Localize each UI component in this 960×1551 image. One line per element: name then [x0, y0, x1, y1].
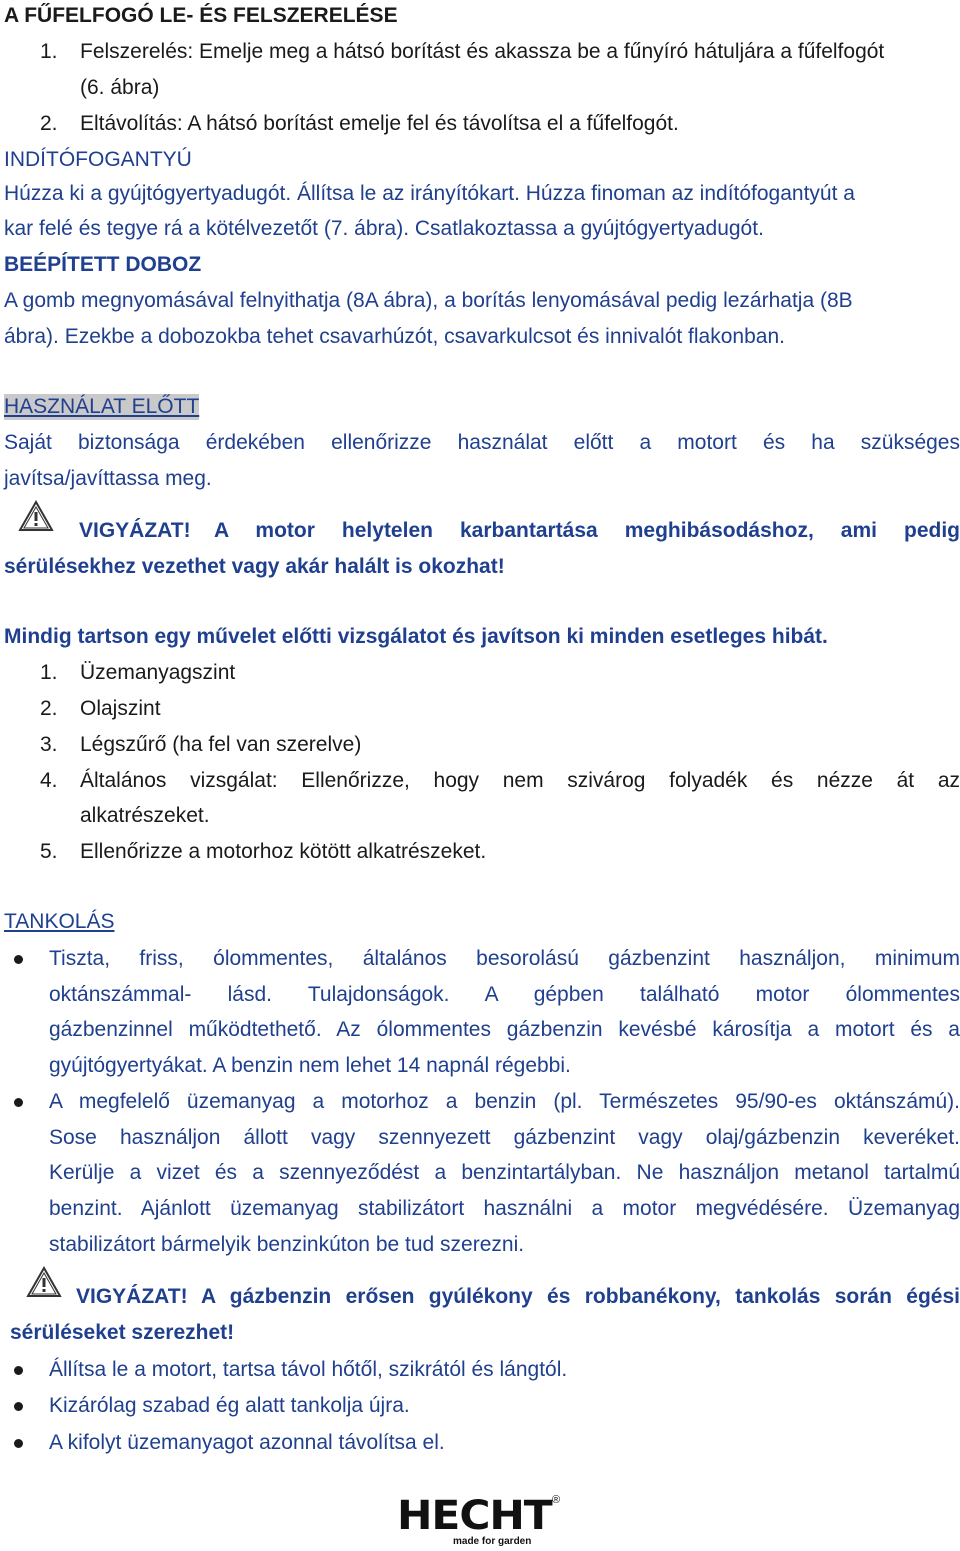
list-item-text: (6. ábra) — [80, 76, 160, 99]
section-title-before-use: HASZNÁLAT ELŐTT — [4, 395, 200, 418]
list-item-text: Felszerelés: Emelje meg a hátsó borítást és akassza be a fűnyíró hátuljára a fűfelfogót — [80, 40, 885, 63]
list-item-text: Eltávolítás: A hátsó borítást emelje fel és távolítsa el a fűfelfogót. — [80, 112, 679, 135]
list-number: 5. — [40, 840, 58, 863]
bullet-icon — [14, 1402, 23, 1411]
paragraph-line: Húzza ki a gyújtógyertyadugót. Állítsa le az irányítókart. Húzza finoman az indítófogantyút a — [4, 182, 855, 205]
bullet-icon — [14, 1366, 23, 1375]
bullet-icon — [14, 955, 23, 964]
checklist-item: Üzemanyagszint — [80, 661, 236, 684]
list-number: 1. — [40, 661, 58, 684]
list-number: 2. — [40, 112, 58, 135]
paragraph-line: ábra). Ezekbe a dobozokba tehet csavarhúzót, csavarkulcsot és innivalót flakonban. — [4, 325, 785, 348]
paragraph-line: A gomb megnyomásával felnyithatja (8A ábra), a borítás lenyomásával pedig lezárhatja (8B — [4, 289, 853, 312]
warning-label: VIGYÁZAT! — [79, 519, 191, 542]
checklist-item: alkatrészeket. — [80, 804, 210, 827]
paragraph-line: gázbenzinnel működtethető. Az ólommentes gázbenzin kevésbé károsítja a motort és a — [49, 1018, 960, 1041]
list-number: 2. — [40, 697, 58, 720]
warning-triangle-icon — [18, 500, 54, 532]
checklist-item: Általános vizsgálat: Ellenőrizze, hogy nem szivárog folyadék és nézze át az — [80, 769, 960, 792]
section-title-built-in-box: BEÉPÍTETT DOBOZ — [4, 253, 202, 276]
section-title-grass-catcher: A FŰFELFOGÓ LE- ÉS FELSZERELÉSE — [4, 4, 398, 27]
logo-wordmark: HECHT — [397, 1493, 552, 1539]
paragraph-line: javítsa/javíttassa meg. — [4, 467, 212, 490]
warning-text: A motor helytelen karbantartása meghibásodáshoz, ami pedig — [214, 519, 960, 542]
paragraph-line: A megfelelő üzemanyag a motorhoz a benzin (pl. Természetes 95/90-es oktánszámú). — [49, 1090, 960, 1113]
paragraph-line: gyújtógyertyákat. A benzin nem lehet 14 napnál régebbi. — [49, 1054, 571, 1077]
warning-label: VIGYÁZAT! — [76, 1285, 188, 1308]
paragraph-line: oktánszámmal- lásd. Tulajdonságok. A gépben található motor ólommentes — [49, 983, 960, 1006]
paragraph-line: stabilizátort bármelyik benzinkúton be tud szerezni. — [49, 1233, 525, 1256]
section-title-starter: INDÍTÓFOGANTYÚ — [4, 148, 192, 171]
registered-mark: ® — [552, 1494, 561, 1506]
logo-tagline: made for garden — [453, 1536, 532, 1547]
list-number: 4. — [40, 769, 58, 792]
hecht-logo — [395, 1494, 565, 1550]
list-number: 1. — [40, 40, 58, 63]
list-number: 3. — [40, 733, 58, 756]
warning-text: sérüléseket szerezhet! — [10, 1321, 235, 1344]
bullet-icon — [14, 1098, 23, 1107]
paragraph-line: Sose használjon állott vagy szennyezett gázbenzint vagy olaj/gázbenzin keveréket. — [49, 1126, 960, 1149]
paragraph-line: Kerülje a vizet és a szennyeződést a benzintartályban. Ne használjon metanol tartalmú — [49, 1161, 960, 1184]
warning-text: A gázbenzin erősen gyúlékony és robbanékony, tankolás során égési — [201, 1285, 960, 1308]
list-item-text: Állítsa le a motort, tartsa távol hőtől, szikrától és lángtól. — [49, 1358, 568, 1381]
bullet-icon — [14, 1439, 23, 1448]
checklist-item: Olajszint — [80, 697, 161, 720]
warning-triangle-icon — [26, 1266, 62, 1298]
list-item-text: Kizárólag szabad ég alatt tankolja újra. — [49, 1394, 410, 1417]
checklist-item: Légszűrő (ha fel van szerelve) — [80, 733, 362, 756]
paragraph-line: benzint. Ajánlott üzemanyag stabilizátort használni a motor megvédésére. Üzemanyag — [49, 1197, 960, 1220]
checklist-item: Ellenőrizze a motorhoz kötött alkatrészeket. — [80, 840, 487, 863]
paragraph-line: kar felé és tegye rá a kötélvezetőt (7. ábra). Csatlakoztassa a gyújtógyertyadugót. — [4, 217, 764, 240]
checklist-intro: Mindig tartson egy művelet előtti vizsgálatot és javítson ki minden esetleges hibát. — [4, 625, 828, 648]
warning-text: sérülésekhez vezethet vagy akár halált is okozhat! — [4, 555, 505, 578]
list-item-text: A kifolyt üzemanyagot azonnal távolítsa el. — [49, 1431, 445, 1454]
paragraph-line: Tiszta, friss, ólommentes, általános besorolású gázbenzint használjon, minimum — [49, 947, 960, 970]
paragraph-line: Saját biztonsága érdekében ellenőrizze használat előtt a motort és ha szükséges — [4, 431, 960, 454]
section-title-fueling: TANKOLÁS — [4, 910, 115, 933]
